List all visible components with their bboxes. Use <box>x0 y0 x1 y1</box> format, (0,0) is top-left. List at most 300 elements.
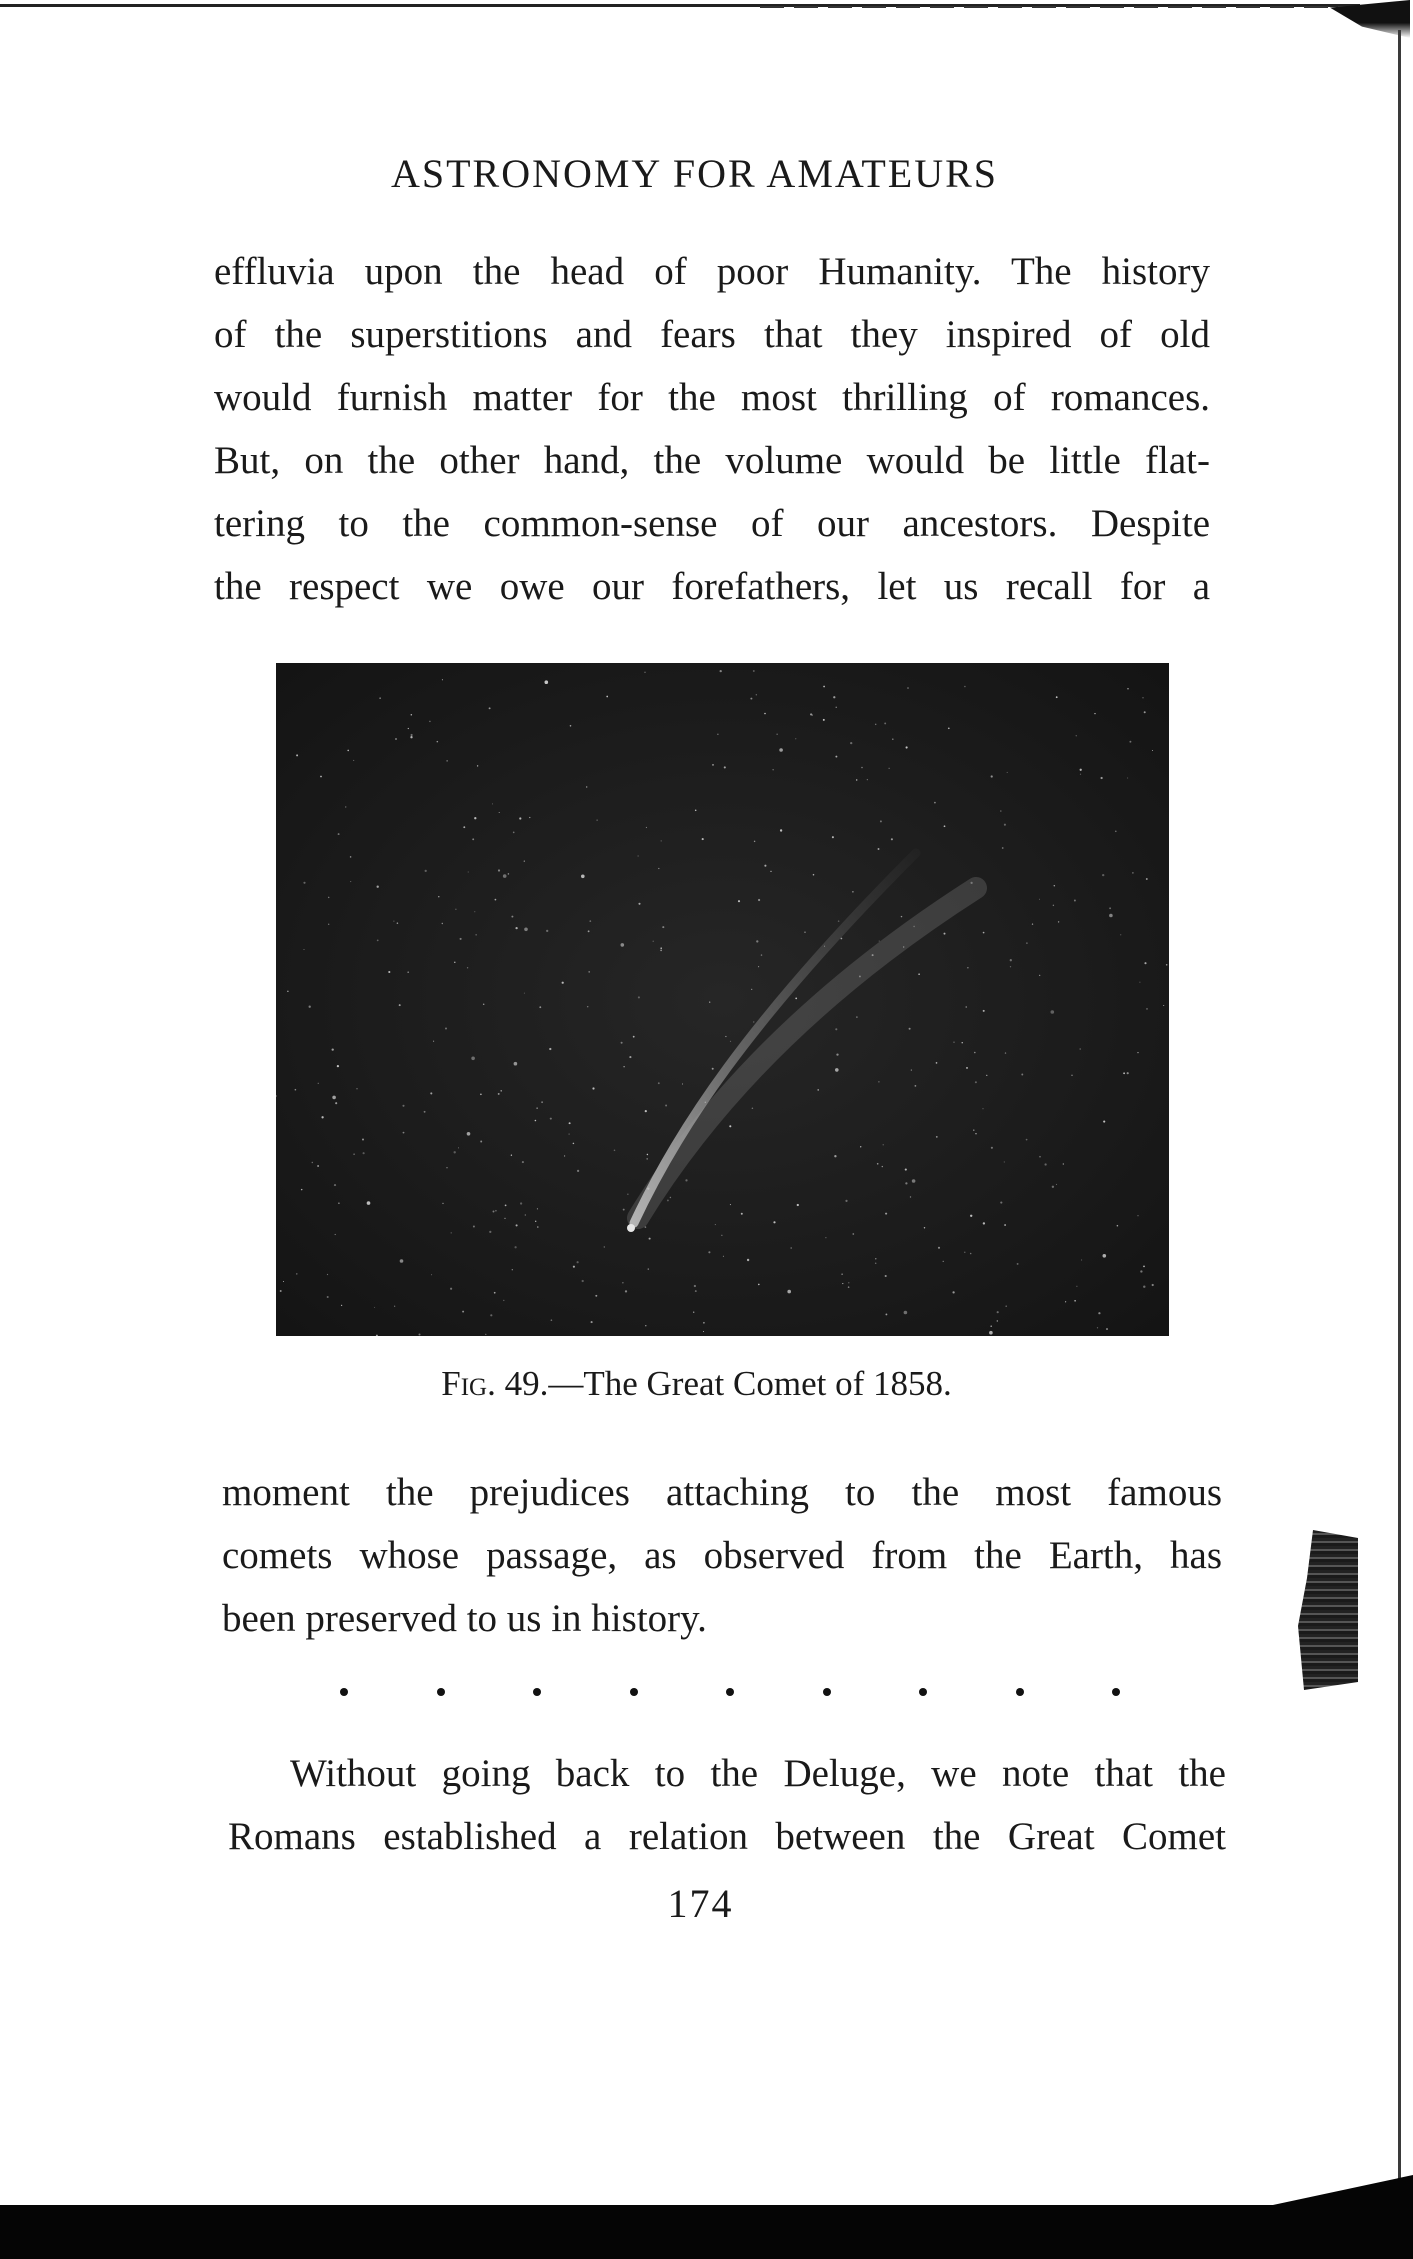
star <box>962 1042 963 1043</box>
star <box>467 967 468 968</box>
star <box>633 1036 635 1038</box>
star <box>587 1006 588 1007</box>
star <box>442 923 443 924</box>
section-break-dots <box>340 1682 1120 1702</box>
star <box>303 882 305 884</box>
star <box>986 1075 987 1076</box>
star <box>721 1235 722 1236</box>
star <box>287 991 288 992</box>
star <box>1123 1072 1125 1074</box>
star <box>411 714 413 716</box>
star <box>758 899 760 901</box>
star <box>520 1202 522 1204</box>
star <box>708 1251 710 1253</box>
star <box>860 1146 861 1147</box>
star <box>777 734 778 735</box>
star <box>1005 1052 1006 1053</box>
star <box>915 1085 917 1087</box>
star <box>503 1300 504 1301</box>
star <box>318 1083 319 1084</box>
star <box>1103 1254 1107 1258</box>
star <box>498 869 500 871</box>
star <box>1002 847 1004 849</box>
star <box>967 967 968 968</box>
star <box>764 865 766 867</box>
star <box>480 1094 482 1096</box>
star <box>848 1286 850 1288</box>
star <box>450 1288 452 1290</box>
star <box>546 930 548 932</box>
star <box>437 741 439 743</box>
star <box>885 1313 887 1315</box>
star <box>1146 1008 1148 1010</box>
star <box>539 1006 541 1008</box>
star <box>747 1259 749 1261</box>
star <box>490 1314 492 1316</box>
star <box>1079 1048 1081 1050</box>
star <box>379 697 380 698</box>
star <box>730 1041 731 1042</box>
star <box>474 911 475 912</box>
star <box>773 1221 775 1223</box>
star <box>516 1224 518 1226</box>
star <box>474 817 476 819</box>
star <box>804 932 805 933</box>
star <box>823 686 825 688</box>
star <box>408 728 409 729</box>
star <box>973 1129 974 1130</box>
star <box>335 1102 337 1104</box>
star <box>1065 1301 1066 1302</box>
star <box>877 1163 879 1165</box>
star <box>350 881 351 882</box>
star <box>662 926 664 928</box>
star <box>852 891 854 893</box>
star <box>1071 1075 1072 1076</box>
star <box>795 738 796 739</box>
star <box>703 1322 705 1324</box>
text-line: Romans established a relation between the Great Comet <box>228 1815 1226 1858</box>
star <box>549 1048 551 1050</box>
star <box>1144 962 1146 964</box>
star <box>795 998 797 1000</box>
star <box>1129 741 1131 743</box>
star <box>964 686 966 688</box>
star <box>573 1266 575 1268</box>
star <box>569 1122 571 1124</box>
star <box>1115 830 1117 832</box>
star <box>500 1090 501 1091</box>
star <box>924 1227 925 1228</box>
star <box>991 775 993 777</box>
star <box>702 838 704 840</box>
star <box>723 1256 724 1257</box>
star <box>338 1202 340 1204</box>
star <box>817 1089 819 1091</box>
star <box>882 1166 883 1167</box>
star <box>467 1132 471 1136</box>
star <box>1026 942 1028 944</box>
star <box>541 1101 543 1103</box>
star <box>685 1179 687 1181</box>
star <box>280 1290 282 1292</box>
star <box>503 874 507 878</box>
star <box>471 1057 475 1061</box>
star <box>653 941 654 942</box>
star <box>823 719 825 721</box>
star <box>1054 885 1055 886</box>
star <box>334 1184 336 1186</box>
star <box>764 713 766 715</box>
star <box>842 1283 843 1284</box>
star <box>934 802 936 804</box>
star <box>646 1158 648 1160</box>
star <box>773 769 774 770</box>
star <box>1143 1266 1145 1268</box>
star <box>879 941 880 942</box>
star <box>1081 1259 1082 1260</box>
star <box>694 1285 696 1287</box>
star <box>715 1224 716 1225</box>
paragraph-3 <box>228 1742 1226 1868</box>
star <box>295 1089 297 1091</box>
star <box>875 1262 877 1264</box>
star <box>1017 1263 1019 1265</box>
star <box>1076 1286 1077 1287</box>
star <box>1166 964 1168 966</box>
scan-bottom-bar <box>0 2205 1413 2259</box>
star <box>463 826 465 828</box>
star <box>836 707 837 708</box>
star <box>910 1196 911 1197</box>
star <box>317 1165 319 1167</box>
star <box>407 971 409 973</box>
star <box>966 1067 968 1069</box>
star <box>911 1070 912 1071</box>
star <box>1044 1163 1046 1165</box>
star <box>835 1028 837 1030</box>
star <box>581 875 585 879</box>
star <box>693 1312 694 1313</box>
star <box>489 707 491 709</box>
text-line: tering to the common-sense of our ancestors. Despite <box>214 502 1210 545</box>
star <box>1127 777 1128 778</box>
paragraph-1 <box>214 240 1210 618</box>
star <box>997 1311 999 1313</box>
star <box>429 721 431 723</box>
star <box>720 670 722 672</box>
star <box>442 1203 443 1204</box>
star <box>460 938 462 940</box>
star <box>875 724 876 725</box>
star <box>570 725 572 727</box>
star <box>850 742 852 744</box>
star <box>1021 1074 1023 1076</box>
star <box>938 1247 940 1249</box>
star <box>754 841 755 842</box>
star <box>848 1282 849 1283</box>
text-line: Without going back to the Deluge, we note that the <box>290 1752 1226 1795</box>
star <box>1000 810 1002 812</box>
star <box>813 874 815 876</box>
star <box>856 779 857 780</box>
star <box>953 1041 954 1042</box>
star <box>623 1209 625 1211</box>
star <box>750 698 752 700</box>
star <box>1120 934 1121 935</box>
star <box>752 1108 754 1110</box>
star <box>964 1252 965 1253</box>
star <box>595 1295 597 1297</box>
star <box>638 855 639 856</box>
star <box>1063 1163 1064 1164</box>
star <box>525 1214 526 1215</box>
star <box>411 734 413 736</box>
star <box>477 765 478 766</box>
star <box>564 1155 565 1156</box>
star <box>455 909 456 910</box>
star <box>591 1321 593 1323</box>
star <box>660 950 662 952</box>
star <box>1058 921 1059 922</box>
star <box>493 1211 495 1213</box>
star <box>730 1204 731 1205</box>
star <box>514 1246 516 1248</box>
star <box>658 868 659 869</box>
star <box>485 1334 486 1335</box>
star <box>524 928 528 932</box>
star <box>468 871 469 872</box>
star <box>1005 1305 1007 1307</box>
star <box>562 982 564 984</box>
star <box>1080 769 1082 771</box>
star <box>494 1292 496 1294</box>
star <box>451 1232 452 1233</box>
star <box>328 897 330 899</box>
star <box>1080 774 1081 775</box>
star <box>1127 1072 1129 1074</box>
star <box>424 1111 426 1113</box>
star <box>1109 914 1113 918</box>
star <box>399 1004 401 1006</box>
star <box>402 1105 404 1107</box>
star <box>885 1213 887 1215</box>
separator-dot <box>630 1688 638 1696</box>
star <box>374 1307 375 1308</box>
star <box>1097 1327 1098 1328</box>
star <box>1137 1052 1138 1053</box>
star <box>836 1053 838 1055</box>
star <box>1094 713 1095 714</box>
star <box>997 1320 998 1321</box>
star <box>537 1208 538 1209</box>
star <box>1163 1005 1164 1006</box>
star <box>403 1132 405 1134</box>
star <box>524 861 525 862</box>
star <box>410 736 412 738</box>
star <box>944 825 946 827</box>
star <box>337 1065 339 1067</box>
star <box>834 1155 836 1157</box>
star <box>332 1096 336 1100</box>
star <box>511 916 513 918</box>
star <box>363 1152 365 1154</box>
star <box>905 1182 907 1184</box>
star <box>638 903 640 905</box>
star <box>568 1133 569 1134</box>
star <box>577 1261 579 1263</box>
star <box>878 1081 880 1083</box>
star <box>1010 959 1012 961</box>
star <box>492 803 493 804</box>
star <box>660 947 662 949</box>
star <box>328 924 329 925</box>
text-line: would furnish matter for the most thrilling of romances. <box>214 376 1210 419</box>
text-line: of the superstitions and fears that they inspired of old <box>214 313 1210 356</box>
star <box>505 1205 507 1207</box>
star <box>901 916 902 917</box>
star <box>835 1068 839 1072</box>
star <box>388 971 390 973</box>
star <box>1132 872 1133 873</box>
star <box>301 1189 302 1190</box>
comet-image <box>276 663 1169 1336</box>
star <box>454 962 455 963</box>
text-line: been preserved to us in history. <box>222 1597 707 1640</box>
star <box>327 1274 328 1275</box>
star <box>875 1258 876 1259</box>
star <box>1053 905 1054 906</box>
star <box>912 1179 916 1183</box>
star <box>1137 1215 1138 1216</box>
star <box>1139 982 1140 983</box>
star <box>498 1093 500 1095</box>
star <box>309 1006 311 1008</box>
star <box>377 886 379 888</box>
star <box>825 1237 826 1238</box>
star <box>623 1066 624 1067</box>
star <box>1146 878 1148 880</box>
star <box>483 1004 485 1006</box>
star <box>753 1021 754 1022</box>
star <box>905 1169 907 1171</box>
star <box>682 1083 683 1084</box>
star <box>604 1246 605 1247</box>
star <box>861 767 863 769</box>
star <box>550 1118 552 1120</box>
star <box>970 1215 972 1217</box>
star <box>524 993 525 994</box>
star <box>515 927 517 929</box>
star <box>943 1261 944 1262</box>
separator-dot <box>1112 1688 1120 1696</box>
star <box>627 1194 628 1195</box>
star <box>812 714 813 715</box>
star <box>1026 1139 1028 1141</box>
star <box>321 1116 323 1118</box>
separator-dot <box>726 1688 734 1696</box>
star <box>779 748 783 752</box>
star <box>397 922 399 924</box>
star <box>725 1036 726 1037</box>
star <box>1074 900 1076 902</box>
star <box>647 1154 648 1155</box>
star <box>522 1161 524 1163</box>
star <box>751 989 752 990</box>
comet-photograph <box>276 663 1169 1336</box>
star <box>499 812 500 813</box>
star <box>573 1143 575 1145</box>
star <box>458 1147 459 1148</box>
star <box>367 1201 371 1205</box>
star <box>936 1136 938 1138</box>
star <box>356 1088 357 1089</box>
star <box>1074 1300 1076 1302</box>
star <box>1102 874 1104 876</box>
separator-dot <box>437 1688 445 1696</box>
star <box>983 1010 985 1012</box>
star <box>1032 923 1033 924</box>
star <box>621 943 625 947</box>
star <box>1106 1328 1108 1330</box>
star <box>537 1226 539 1228</box>
paragraph-2 <box>222 1461 1222 1650</box>
star <box>780 829 782 831</box>
star <box>480 1141 482 1143</box>
star <box>495 1210 497 1212</box>
star <box>622 1282 623 1283</box>
star <box>495 899 497 901</box>
star <box>508 873 510 875</box>
star <box>504 1218 505 1219</box>
star <box>845 1200 847 1202</box>
star <box>1004 1161 1005 1162</box>
star <box>535 1120 537 1122</box>
star <box>787 1290 791 1294</box>
star <box>1039 1156 1041 1158</box>
star <box>614 1150 616 1152</box>
star <box>462 1311 464 1313</box>
star <box>790 1247 792 1249</box>
text-line: the respect we owe our forefathers, let us recall for a <box>214 565 1210 608</box>
star <box>991 1147 993 1149</box>
text-line: moment the prejudices attaching to the most famous <box>222 1471 1222 1514</box>
star <box>1143 1286 1145 1288</box>
star <box>489 1231 491 1233</box>
star <box>400 1259 404 1263</box>
star <box>395 738 397 740</box>
star <box>648 1268 649 1269</box>
star <box>1140 1270 1142 1272</box>
text-line: effluvia upon the head of poor Humanity. The history <box>214 250 1210 293</box>
star <box>296 754 298 756</box>
star <box>438 896 439 897</box>
star <box>433 1041 434 1042</box>
star <box>948 727 950 729</box>
scan-edge-artifact <box>1298 1530 1358 1690</box>
star <box>512 1269 513 1270</box>
star <box>1109 907 1111 909</box>
star <box>529 817 530 818</box>
running-head: ASTRONOMY FOR AMATEURS <box>390 151 999 196</box>
star <box>891 838 893 840</box>
star <box>1100 777 1102 779</box>
star <box>1056 696 1058 698</box>
star <box>990 1325 992 1327</box>
star <box>430 1092 432 1094</box>
star <box>983 932 985 934</box>
star <box>519 817 521 819</box>
